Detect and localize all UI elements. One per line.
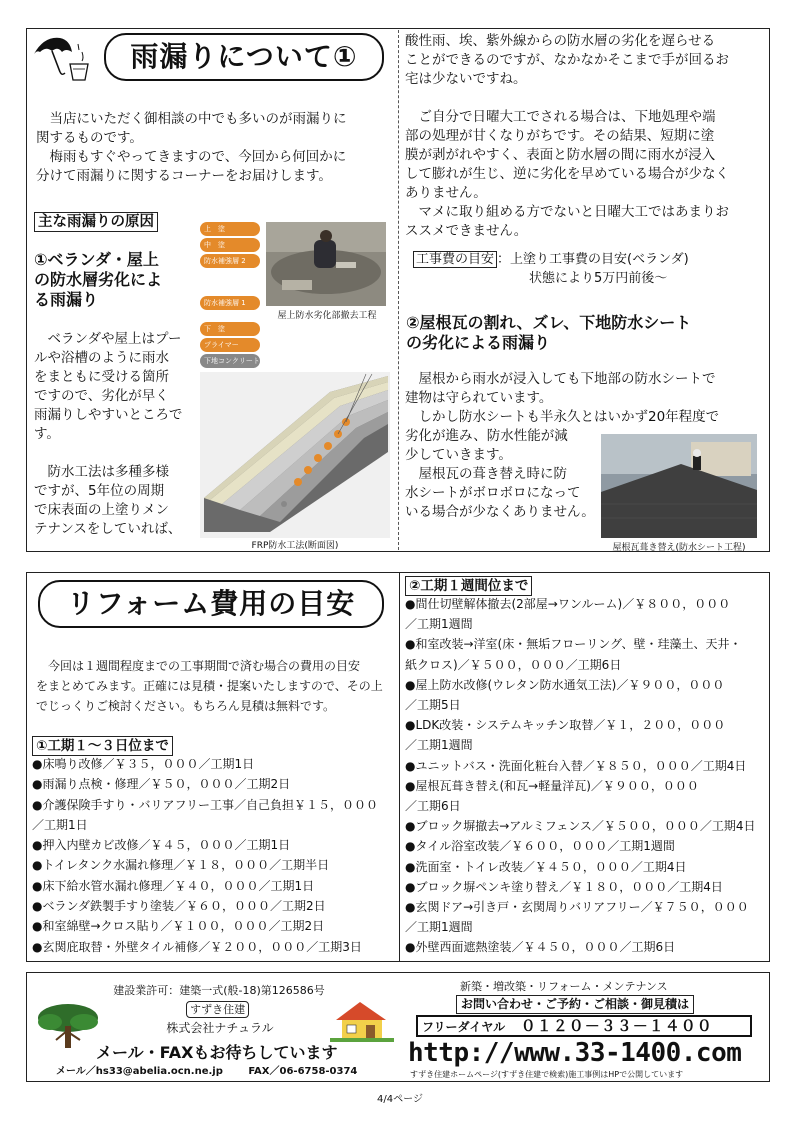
rain-intro: 当店にいただく御相談の中でも多いのが雨漏りに 関するものです。 梅雨もすぐやってきますので、今回から何回かに 分けて雨漏りに関するコーナーをお届けします。 (36, 111, 347, 184)
cause1-body: ベランダや屋上はプー ルや浴槽のように雨水 をまともに受ける箇所 ですので、劣化が早く 雨漏りしやすいところで す。 防水工法は多種多様 ですが、5年位の周期 で床表面の上塗りメン テナンスをしていれば、 (34, 331, 183, 537)
brand-badge: すずき住建 (186, 1001, 249, 1018)
freedial-box[interactable] (416, 1015, 752, 1037)
layer-label: 防水補強層 1 (200, 296, 260, 310)
list-item: ●ブロック塀撤去→アルミフェンス／￥５００，０００／工期4日 (405, 819, 756, 834)
cost-label: 工事費の目安 (413, 251, 497, 268)
services-text: 新築・増改築・リフォーム・メンテナンス (460, 980, 668, 993)
list-item: ／工期5日 (405, 698, 461, 713)
layer-label: プライマー (200, 338, 260, 352)
list-item: ●外壁西面遮熱塗装／￥４５０，０００／工期6日 (405, 940, 676, 955)
list-item: 紙クロス)／￥５００，０００／工期6日 (405, 657, 622, 672)
license-text: 建設業許可：建築一式(般-18)第126586号 (113, 984, 325, 997)
roof-tile-photo (601, 434, 757, 538)
rain-section-title: 雨漏りについて① (104, 33, 384, 81)
reform-intro: 今回は１週間程度までの工事期間で済む場合の費用の目安 をまとめてみます。正確には見積・提案いたしますので、その上 でじっくりご検討ください。もちろん見積は無料です。 (36, 659, 383, 713)
list-item: ／工期1週間 (405, 920, 473, 935)
list-item: ●間仕切壁解体撤去(2部屋→ワンルーム)／￥８００，０００ (405, 597, 731, 611)
list-item: ／工期1週間 (405, 738, 473, 753)
list-item: ●玄関庇取替・外壁タイル補修／￥２００，０００／工期3日 (32, 939, 362, 954)
layer-legend (200, 222, 262, 372)
cause2-body-narrow: 劣化が進み、防水性能が減 少していきます。 屋根瓦の葺き替え時に防 水シートがボロボロになって いる場合が少なくありません。 (405, 428, 595, 520)
url-note: すずき住建ホームページ(すずき住建で検索)施工事例はHPで公開しています (410, 1070, 684, 1079)
fax-number: FAX／06-6758-0374 (248, 1066, 358, 1077)
umbrella-bucket-icon (30, 32, 94, 82)
list-item: ／工期6日 (405, 799, 461, 814)
layer-label: 下 塗 (200, 322, 260, 336)
list-item: ／工期1日 (32, 817, 88, 832)
list-item: ●床下給水管水漏れ修理／￥４０，０００／工期1日 (32, 878, 315, 893)
group1-list (32, 754, 396, 957)
diagram-caption: FRP防水工法(断面図) (251, 541, 339, 551)
cost-text: ：上塗り工事費の目安(ベランダ) (497, 252, 689, 267)
list-item: ●和室改装→洋室(床・無垢フローリング、壁・珪藻土、天井・ (405, 637, 742, 652)
inquiry-text: お問い合わせ・ご予約・ご相談・御見積は (456, 995, 694, 1014)
list-item: ●屋上防水改修(ウレタン防水通気工法)／￥９００，０００ (405, 677, 725, 692)
reform-section-title: リフォーム費用の目安 (38, 580, 384, 628)
list-item: ●屋根瓦葺き替え(和瓦→軽量洋瓦)／￥９００，０００ (405, 778, 699, 793)
mail-fax-line: メール・FAXもお待ちしています (96, 1043, 338, 1062)
freedial-number: ０１２０－３３－１４００ (520, 1017, 713, 1035)
reform-divider (399, 572, 400, 962)
rain-right-column: 酸性雨、埃、紫外線からの防水層の劣化を遅らせる ことができるのですが、なかなかそこまで手が回るお 宅は少ないですね。 ご自分で日曜大工でされる場合は、下地処理や端 部の処理が甘くなりがちです。その結果、短期に塗 膜が剥がれやすく、表面と防水層の間に雨水が浸入 して膨れが生じ、逆に劣化を早めている場合が少なく ありません。 マメに取り組める方でないと日曜大工ではあまりお ススメできません。 (405, 33, 729, 239)
roof-waterproof-photo (266, 222, 386, 306)
list-item: ●タイル浴室改装／￥６００，０００／工期1週間 (405, 839, 675, 854)
list-item: ●雨漏り点検・修理／￥５０，０００／工期2日 (32, 777, 291, 792)
list-item: ●床鳴り改修／￥３５，０００／工期1日 (32, 757, 255, 771)
list-item: ●押入内壁カビ改修／￥４５，０００／工期1日 (32, 838, 291, 853)
layer-label: 下地コンクリート (200, 354, 260, 368)
freedial-label: フリーダイヤル (422, 1020, 506, 1034)
list-item: ／工期1週間 (405, 617, 473, 632)
layer-label: 中 塗 (200, 238, 260, 252)
photo1-caption: 屋上防水劣化部撤去工程 (277, 311, 377, 321)
website-url[interactable]: http://www.33-1400.com (408, 1038, 742, 1068)
column-divider (398, 30, 399, 550)
group2-list (405, 594, 767, 958)
list-item: ●トイレタンク水漏れ修理／￥１８，０００／工期半日 (32, 858, 330, 873)
list-item: ●洗面室・トイレ改装／￥４５０，０００／工期4日 (405, 859, 687, 874)
list-item: ●ユニットバス・洗面化粧台入替／￥８５０，０００／工期4日 (405, 758, 747, 773)
list-item: ●和室綿壁→クロス貼り／￥１００，０００／工期2日 (32, 919, 325, 934)
frp-cross-section-diagram (200, 372, 390, 538)
photo2-caption: 屋根瓦葺き替え(防水シート工程) (612, 543, 746, 553)
page-number: 4/4ページ (377, 1094, 423, 1105)
mail-address[interactable]: メール／hs33@abelia.ocn.ne.jp (56, 1066, 223, 1077)
layer-label: 防水補強層 2 (200, 254, 260, 268)
list-item: ●介護保険手すり・バリアフリー工事／自己負担￥１５，０００ (32, 797, 378, 812)
company-name: 株式会社ナチュラル (166, 1021, 274, 1035)
house-logo-icon (330, 998, 394, 1044)
list-item: ●玄関ドア→引き戸・玄関周りバリアフリー／￥７５０，０００ (405, 900, 749, 915)
list-item: ●LDK改装・システムキッチン取替／￥１，２００，０００ (405, 718, 726, 733)
contact-line (56, 1062, 386, 1077)
cause2-body: 屋根から雨水が浸入しても下地部の防水シートで 建物は守られています。 しかし防水シートも半永久とはいかず20年程度で (405, 371, 720, 425)
cause2-title: ②屋根瓦の割れ、ズレ、下地防水シート の劣化による雨漏り (406, 313, 692, 352)
list-item: ●ブロック塀ペンキ塗り替え／￥１８０，０００／工期4日 (405, 879, 723, 894)
cost-text-2: 状態により5万円前後～ (529, 271, 668, 286)
list-item: ●ベランダ鉄製手すり塗装／￥６０，０００／工期2日 (32, 899, 326, 914)
cause-heading: 主な雨漏りの原因 (34, 212, 158, 232)
cost-estimate (413, 250, 767, 288)
group1-heading: ①工期１～３日位まで (32, 736, 173, 756)
tree-logo-icon (34, 1000, 102, 1052)
cause1-title: ①ベランダ・屋上 の防水層劣化によ る雨漏り (34, 250, 163, 309)
layer-label: 上 塗 (200, 222, 260, 236)
group2-heading: ②工期１週間位まで (405, 576, 532, 596)
